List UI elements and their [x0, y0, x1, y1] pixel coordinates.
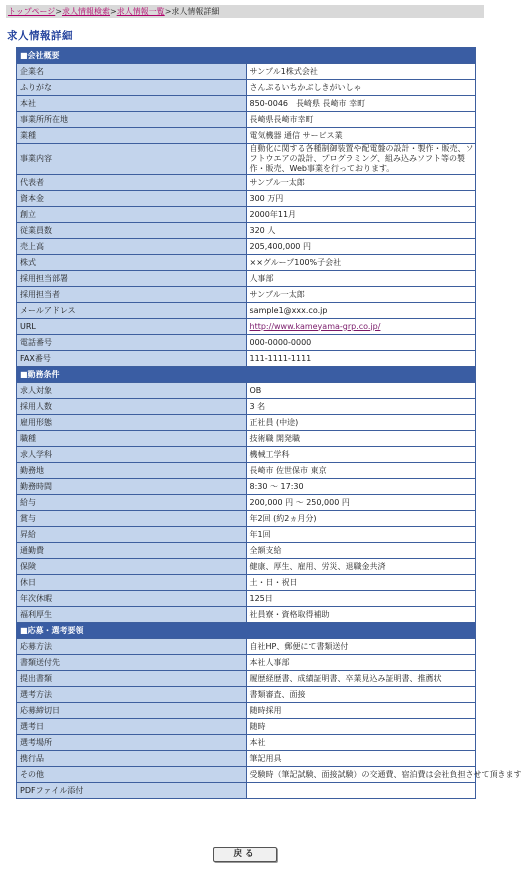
row-label: 携行品 [17, 751, 247, 767]
table-row [17, 527, 476, 543]
table-row [17, 255, 476, 271]
row-value: サンプル一太郎 [246, 287, 476, 303]
row-label: 保険 [17, 559, 247, 575]
row-label: 勤務時間 [17, 479, 247, 495]
table-row [17, 175, 476, 191]
table-row [17, 271, 476, 287]
table-row [17, 191, 476, 207]
back-button[interactable]: 戻る [213, 847, 277, 862]
table-row [17, 383, 476, 399]
row-value: 年2回 (約2ヵ月分) [246, 511, 476, 527]
breadcrumb-current: 求人情報詳細 [171, 7, 220, 16]
row-label: 求人学科 [17, 447, 247, 463]
row-value: 自動化に関する各種制御装置や配電盤の設計・製作・販売、ソフトウエアの設計、プログラミング、組み込みソフト等の製作・販売、Web事業を行っております。 [246, 144, 476, 175]
table-row [17, 335, 476, 351]
table-row [17, 64, 476, 80]
row-value [246, 783, 476, 799]
row-value: 長崎市 佐世保市 東京 [246, 463, 476, 479]
section-header [17, 48, 476, 64]
table-row [17, 431, 476, 447]
row-value: サンプル一太郎 [246, 175, 476, 191]
row-label: 事業所所在地 [17, 112, 247, 128]
breadcrumb-link-search[interactable]: 求人情報検索 [61, 7, 110, 16]
row-label: その他 [17, 767, 247, 783]
row-label: URL [17, 319, 247, 335]
page-title: 求人情報詳細 [7, 30, 73, 42]
table-row [17, 655, 476, 671]
row-value: 履歴経歴書、成績証明書、卒業見込み証明書、推薦状 [246, 671, 476, 687]
row-label: 従業員数 [17, 223, 247, 239]
row-label: 年次休暇 [17, 591, 247, 607]
row-value [246, 319, 476, 335]
table-row [17, 144, 476, 175]
breadcrumb-separator: > [164, 7, 172, 16]
row-label: 選考日 [17, 719, 247, 735]
row-value: 3 名 [246, 399, 476, 415]
table-row [17, 639, 476, 655]
row-label: FAX番号 [17, 351, 247, 367]
table-row [17, 575, 476, 591]
table-row [17, 495, 476, 511]
table-row [17, 239, 476, 255]
row-value: 電気機器 通信 サービス業 [246, 128, 476, 144]
job-detail-container [16, 47, 522, 799]
row-label: 福利厚生 [17, 607, 247, 623]
row-label: 資本金 [17, 191, 247, 207]
row-value: 8:30 ～ 17:30 [246, 479, 476, 495]
row-value: 技術職 開発職 [246, 431, 476, 447]
row-label: 採用担当部署 [17, 271, 247, 287]
row-value: 205,400,000 円 [246, 239, 476, 255]
row-value: さんぷるいちかぶしきがいしゃ [246, 80, 476, 96]
table-row [17, 207, 476, 223]
breadcrumb [6, 5, 484, 18]
table-row [17, 351, 476, 367]
row-value: 長崎県長崎市幸町 [246, 112, 476, 128]
row-value: 125日 [246, 591, 476, 607]
row-value: 200,000 円 ～ 250,000 円 [246, 495, 476, 511]
row-value: 年1回 [246, 527, 476, 543]
row-value: 社員寮・資格取得補助 [246, 607, 476, 623]
row-label: 賞与 [17, 511, 247, 527]
row-label: ふりがな [17, 80, 247, 96]
table-row [17, 735, 476, 751]
table-row [17, 399, 476, 415]
row-label: 勤務地 [17, 463, 247, 479]
table-row [17, 463, 476, 479]
row-value: 300 万円 [246, 191, 476, 207]
row-label: 採用人数 [17, 399, 247, 415]
row-label: 提出書類 [17, 671, 247, 687]
row-value: 本社人事部 [246, 655, 476, 671]
row-value: 随時採用 [246, 703, 476, 719]
row-label: 応募締切日 [17, 703, 247, 719]
row-label: 選考場所 [17, 735, 247, 751]
table-row [17, 783, 476, 799]
row-value: 111-1111-1111 [246, 351, 476, 367]
row-label: 雇用形態 [17, 415, 247, 431]
table-row [17, 303, 476, 319]
row-label: 採用担当者 [17, 287, 247, 303]
row-label: PDFファイル添付 [17, 783, 247, 799]
row-value: sample1@xxx.co.jp [246, 303, 476, 319]
row-value: 自社HP、郵便にて書類送付 [246, 639, 476, 655]
row-label: 職種 [17, 431, 247, 447]
row-value: 2000年11月 [246, 207, 476, 223]
row-label: 売上高 [17, 239, 247, 255]
row-value: 850-0046 長崎県 長崎市 幸町 [246, 96, 476, 112]
breadcrumb-separator: > [109, 7, 117, 16]
table-row [17, 415, 476, 431]
company-url-link[interactable]: http://www.kameyama-grp.co.jp/ [249, 321, 381, 331]
breadcrumb-link-top[interactable]: トップページ [8, 7, 56, 16]
table-row [17, 447, 476, 463]
row-label: 代表者 [17, 175, 247, 191]
row-label: 本社 [17, 96, 247, 112]
row-label: 書類送付先 [17, 655, 247, 671]
section-title: ■会社概要 [17, 48, 476, 64]
row-value: ××グループ100%子会社 [246, 255, 476, 271]
row-value: 000-0000-0000 [246, 335, 476, 351]
table-row [17, 719, 476, 735]
table-row [17, 559, 476, 575]
row-label: 給与 [17, 495, 247, 511]
table-row [17, 479, 476, 495]
row-value: 筆記用具 [246, 751, 476, 767]
table-row [17, 671, 476, 687]
row-label: 休日 [17, 575, 247, 591]
table-row [17, 128, 476, 144]
row-value: OB [246, 383, 476, 399]
table-row [17, 96, 476, 112]
row-value: サンプル1株式会社 [246, 64, 476, 80]
row-value: 全額支給 [246, 543, 476, 559]
section-title: ■勤務条件 [17, 367, 476, 383]
row-value: 正社員 (中途) [246, 415, 476, 431]
table-row [17, 687, 476, 703]
row-value: 人事部 [246, 271, 476, 287]
section-title: ■応募・選考要領 [17, 623, 476, 639]
table-row [17, 751, 476, 767]
table-row [17, 703, 476, 719]
row-label: 昇給 [17, 527, 247, 543]
section-header [17, 623, 476, 639]
row-value: 健康、厚生、雇用、労災、退職金共済 [246, 559, 476, 575]
table-row [17, 287, 476, 303]
row-label: 創立 [17, 207, 247, 223]
row-label: 電話番号 [17, 335, 247, 351]
job-detail-table [16, 47, 522, 799]
row-value: 書類審査、面接 [246, 687, 476, 703]
row-value: 随時 [246, 719, 476, 735]
table-row [17, 223, 476, 239]
table-row [17, 511, 476, 527]
row-label: 選考方法 [17, 687, 247, 703]
table-row [17, 319, 476, 335]
row-value: 320 人 [246, 223, 476, 239]
row-label: 通勤費 [17, 543, 247, 559]
row-value: 機械工学科 [246, 447, 476, 463]
breadcrumb-link-list[interactable]: 求人情報一覧 [116, 7, 165, 16]
section-header [17, 367, 476, 383]
table-row [17, 112, 476, 128]
row-label: 企業名 [17, 64, 247, 80]
table-row [17, 543, 476, 559]
row-value: 受験時（筆記試験、面接試験）の交通費、宿泊費は会社負担させて頂きます [246, 767, 476, 783]
row-label: 応募方法 [17, 639, 247, 655]
row-label: 求人対象 [17, 383, 247, 399]
row-label: 株式 [17, 255, 247, 271]
table-row [17, 591, 476, 607]
row-label: 業種 [17, 128, 247, 144]
row-label: メールアドレス [17, 303, 247, 319]
row-label: 事業内容 [17, 144, 247, 175]
table-row [17, 607, 476, 623]
table-row [17, 767, 476, 783]
row-value: 本社 [246, 735, 476, 751]
breadcrumb-separator: > [55, 7, 62, 16]
table-row [17, 80, 476, 96]
row-value: 土・日・祝日 [246, 575, 476, 591]
